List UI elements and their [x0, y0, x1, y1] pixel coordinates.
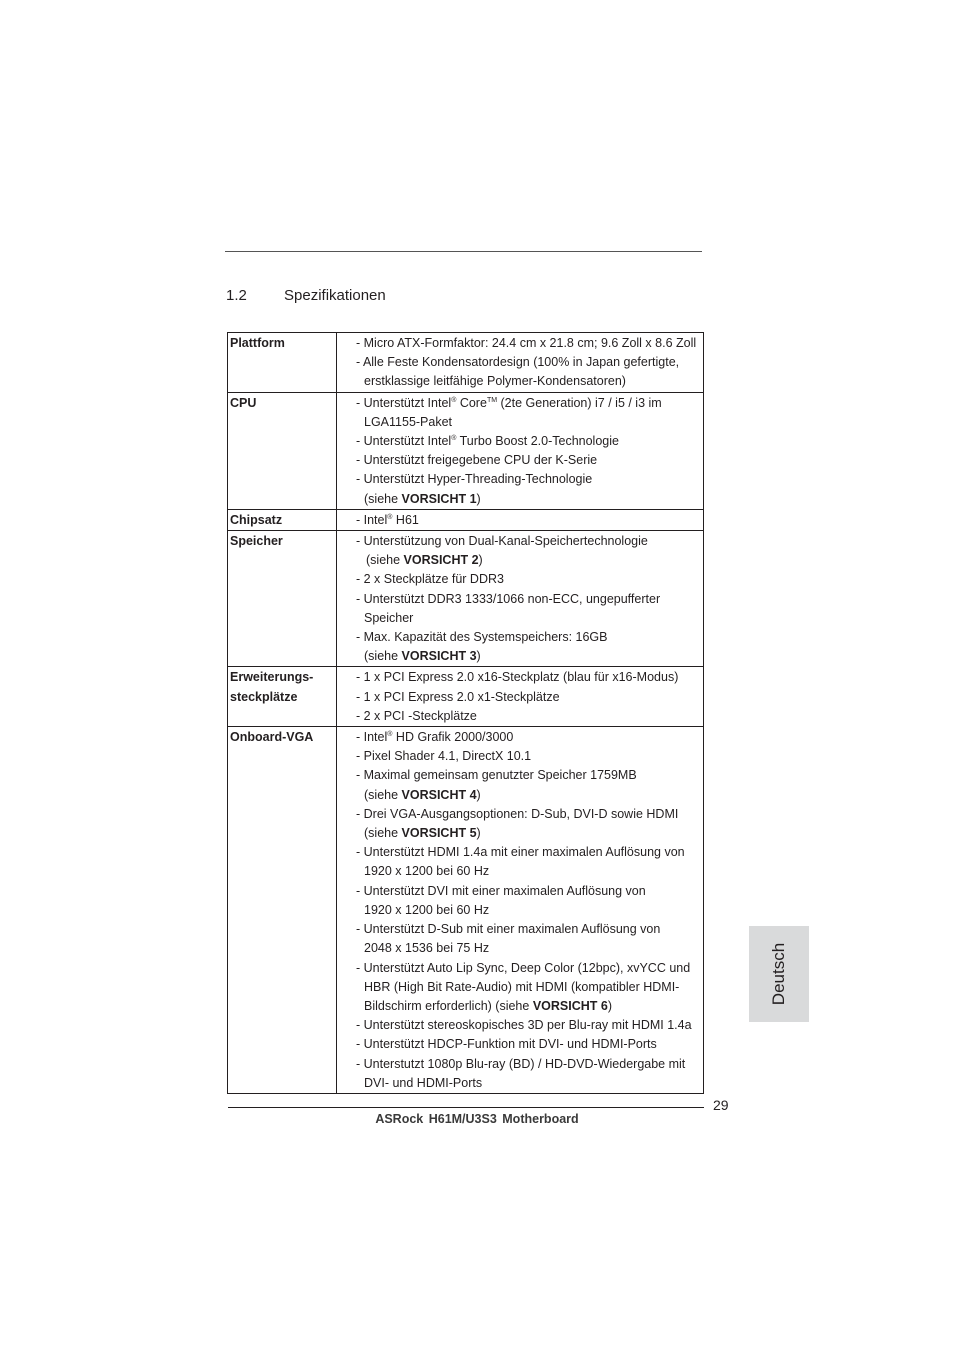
- spec-line: - Unterstützt Auto Lip Sync, Deep Color (12bpc), xvYCC und: [356, 960, 691, 975]
- spec-label: CPU: [228, 392, 337, 509]
- spec-label: Chipsatz: [228, 509, 337, 530]
- language-tab-label: Deutsch: [769, 942, 788, 1006]
- spec-values: [337, 333, 704, 393]
- spec-row: [228, 392, 704, 509]
- spec-line: - Unterstützt Intel® Turbo Boost 2.0-Technologie: [356, 434, 619, 449]
- section-heading: [226, 287, 386, 304]
- spec-line: - Maximal gemeinsam genutzter Speicher 1759MB: [356, 768, 637, 783]
- spec-line: - Unterstützt D-Sub mit einer maximalen Auflösung von: [356, 922, 661, 937]
- spec-line: DVI- und HDMI-Ports: [364, 1075, 483, 1090]
- spec-line: LGA1155-Paket: [364, 414, 453, 429]
- spec-line: - Unterstützt DVI mit einer maximalen Auflösung von: [356, 883, 646, 898]
- spec-line: - Unterstützt HDCP-Funktion mit DVI- und HDMI-Ports: [356, 1037, 657, 1052]
- spec-line: - Pixel Shader 4.1, DirectX 10.1: [356, 749, 532, 764]
- spec-line: - Unterstützt Intel® Core™ (2te Generation) i7 / i5 / i3 im: [356, 395, 662, 410]
- section-number: 1.2: [226, 287, 247, 304]
- spec-line: - Max. Kapazität des Systemspeichers: 16GB: [356, 630, 608, 645]
- spec-row: [228, 667, 704, 727]
- spec-line: - Intel® H61: [356, 512, 419, 527]
- spec-line: 1920 x 1200 bei 60 Hz: [364, 902, 490, 917]
- spec-line: 1920 x 1200 bei 60 Hz: [364, 864, 490, 879]
- spec-line: - Intel® HD Grafik 2000/3000: [356, 730, 514, 745]
- spec-line: (siehe VORSICHT 4): [364, 787, 481, 802]
- spec-line: - Micro ATX-Formfaktor: 24.4 cm x 21.8 cm; 9.6 Zoll x 8.6 Zoll: [356, 336, 697, 350]
- spec-line: Speicher: [364, 610, 414, 625]
- spec-line: - Unterstützt stereoskopisches 3D per Blu-ray mit HDMI 1.4a: [356, 1018, 692, 1033]
- top-rule: [225, 251, 702, 252]
- spec-label: Plattform: [228, 333, 337, 393]
- spec-line: (siehe VORSICHT 5): [364, 826, 481, 841]
- spec-line: (siehe VORSICHT 2): [366, 553, 483, 568]
- spec-line: - Unterstützung von Dual-Kanal-Speichertechnologie: [356, 534, 648, 549]
- spec-row: [228, 509, 704, 530]
- spec-line: 2048 x 1536 bei 75 Hz: [364, 941, 490, 956]
- spec-line: - 2 x PCI -Steckplätze: [356, 708, 477, 723]
- spec-values: [337, 509, 704, 530]
- spec-line: - Alle Feste Kondensatordesign (100% in Japan gefertigte,: [356, 355, 680, 370]
- spec-line: Bildschirm erforderlich) (siehe VORSICHT 6): [364, 998, 612, 1013]
- footer-title: ASRock H61M/U3S3 Motherboard: [375, 1112, 579, 1126]
- spec-label: Speicher: [228, 531, 337, 667]
- spec-line: - 2 x Steckplätze für DDR3: [356, 572, 504, 587]
- spec-values: [337, 392, 704, 509]
- bottom-rule: [228, 1107, 704, 1108]
- spec-values: [337, 531, 704, 667]
- language-tab: [749, 926, 809, 1022]
- spec-line: - Unterstützt Hyper-Threading-Technologie: [356, 472, 593, 487]
- spec-line: erstklassige leitfähige Polymer-Kondensatoren): [364, 374, 626, 389]
- spec-label: Onboard-VGA: [228, 727, 337, 1094]
- spec-row: [228, 333, 704, 393]
- spec-line: HBR (High Bit Rate-Audio) mit HDMI (kompatibler HDMI-: [364, 979, 680, 994]
- spec-line: - Drei VGA-Ausgangsoptionen: D-Sub, DVI-D sowie HDMI: [356, 806, 679, 821]
- spec-line: - 1 x PCI Express 2.0 x1-Steckplätze: [356, 689, 560, 704]
- page-number: 29: [713, 1097, 729, 1113]
- spec-table: [227, 332, 704, 1094]
- spec-label: Erweiterungs- steckplätze: [228, 667, 337, 727]
- spec-values: [337, 667, 704, 727]
- spec-line: - 1 x PCI Express 2.0 x16-Steckplatz (blau für x16-Modus): [356, 670, 679, 685]
- spec-line: - Unterstützt freigegebene CPU der K-Serie: [356, 453, 598, 468]
- spec-line: (siehe VORSICHT 1): [364, 491, 481, 506]
- section-title: Spezifikationen: [284, 287, 386, 304]
- spec-row: [228, 727, 704, 1094]
- spec-line: - Unterstutzt 1080p Blu-ray (BD) / HD-DVD-Wiedergabe mit: [356, 1056, 686, 1071]
- spec-line: (siehe VORSICHT 3): [364, 649, 481, 664]
- spec-line: - Unterstützt HDMI 1.4a mit einer maximalen Auflösung von: [356, 845, 685, 860]
- spec-values: [337, 727, 704, 1094]
- spec-line: - Unterstützt DDR3 1333/1066 non-ECC, ungepufferter: [356, 591, 661, 606]
- spec-row: [228, 531, 704, 667]
